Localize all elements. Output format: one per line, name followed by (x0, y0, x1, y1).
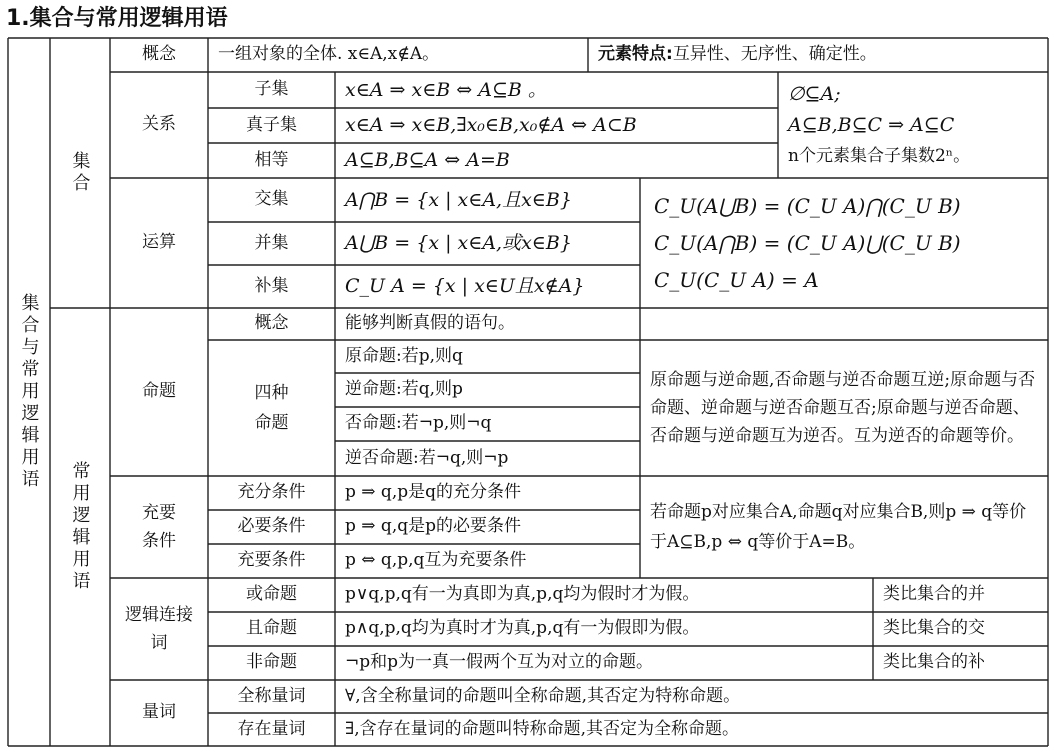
condition-note: 若命题p对应集合A,命题q对应集合B,则p ⇒ q等价于A⊆B,p ⇔ q等价于A=B。 (650, 502, 1027, 552)
relation-row-label: 相等 (254, 149, 289, 170)
operation-row-formula: C_U A = {x | x∈U且x∉A} (345, 275, 585, 298)
relation-row-formula: x∈A ⇒ x∈B,∃x₀∈B,x₀∉A ⇔ A⊂B (345, 114, 637, 137)
connective-row-note: 类比集合的补 (883, 652, 985, 673)
condition-label-text: 充要条件 (142, 503, 176, 551)
relation-notes (778, 72, 1048, 178)
concept-label: 概念 (142, 44, 176, 65)
four-propositions-text: 四种命题 (254, 383, 289, 433)
connective-row-label: 且命题 (246, 618, 297, 639)
relation-row-formula: x∈A ⇒ x∈B ⇔ A⊆B 。 (345, 78, 547, 101)
connective-row-note: 类比集合的并 (883, 584, 985, 605)
connective-row-label: 或命题 (246, 584, 297, 605)
condition-label (110, 476, 208, 578)
connective-label-text: 逻辑连接词 (125, 605, 193, 653)
set-category-label: 集合 (69, 151, 91, 195)
concept-text: 一组对象的全体. x∈A,x∉A。 (218, 44, 440, 65)
quantifier-row-label: 存在量词 (237, 718, 306, 739)
connective-row-text: ¬p和p为一真一假两个互为对立的命题。 (345, 652, 654, 673)
proposition-form: 逆命题:若q,则p (345, 379, 463, 400)
proposition-concept-text: 能够判断真假的语句。 (345, 313, 515, 334)
operation-row-formula: A⋂B = {x | x∈A,且x∈B} (345, 188, 572, 211)
operation-row-label: 并集 (254, 232, 289, 253)
proposition-form: 否命题:若¬p,则¬q (345, 413, 492, 434)
operation-label: 运算 (142, 232, 176, 253)
relation-note: n个元素集合子集数2ⁿ。 (788, 145, 971, 166)
page-title: 1.集合与常用逻辑用语 (6, 6, 228, 31)
four-propositions-label (208, 340, 335, 476)
element-features (588, 38, 1048, 72)
condition-row-label: 必要条件 (237, 516, 306, 537)
condition-row-text: p ⇒ q,q是p的必要条件 (345, 516, 521, 537)
relation-row-formula: A⊆B,B⊆A ⇔ A=B (345, 149, 510, 172)
operation-note: C_U(A⋂B) = (C_U A)⋃(C_U B) (654, 230, 961, 255)
quantifier-row-label: 全称量词 (237, 685, 306, 706)
condition-row-text: p ⇔ q,p,q互为充要条件 (345, 550, 527, 571)
logic-category-label: 常用逻辑用语 (69, 461, 91, 593)
relation-label: 关系 (142, 114, 176, 135)
condition-row-label: 充要条件 (237, 550, 306, 571)
proposition-form: 逆否命题:若¬q,则¬p (345, 447, 509, 468)
relation-row-label: 子集 (254, 79, 289, 100)
proposition-note: 原命题与逆命题,否命题与逆否命题互逆;原命题与否命题、逆命题与逆否命题互否;原命题与逆否命题、否命题与逆命题互为逆否。互为逆否的命题等价。 (650, 370, 1036, 446)
connective-label (110, 578, 208, 680)
relation-note: ∅⊆A; (788, 82, 841, 105)
operation-notes (640, 178, 1048, 308)
proposition-label: 命题 (142, 381, 176, 402)
operation-row-label: 补集 (254, 275, 289, 296)
quantifier-row-text: ∀,含全称量词的命题叫全称命题,其否定为特称命题。 (345, 685, 741, 706)
connective-row-text: p∨q,p,q有一为真即为真,p,q均为假时才为假。 (345, 584, 700, 605)
quantifier-row-text: ∃,含存在量词的命题叫特称命题,其否定为全称命题。 (345, 718, 740, 739)
operation-note: C_U(C_U A) = A (654, 267, 819, 292)
condition-row-text: p ⇒ q,p是q的充分条件 (345, 482, 521, 503)
operation-row-label: 交集 (254, 189, 289, 210)
connective-row-text: p∧q,p,q均为真时才为真,p,q有一为假即为假。 (345, 618, 700, 639)
quantifier-label: 量词 (142, 702, 176, 723)
proposition-concept-label: 概念 (254, 313, 289, 334)
features-text: 互异性、无序性、确定性。 (672, 44, 877, 65)
connective-row-note: 类比集合的交 (883, 618, 985, 639)
main-topic-label: 集合与常用逻辑用语 (18, 293, 40, 491)
proposition-form: 原命题:若p,则q (345, 345, 463, 366)
relation-note: A⊆B,B⊆C ⇒ A⊆C (788, 113, 955, 136)
connective-row-label: 非命题 (246, 652, 297, 673)
operation-note: C_U(A⋃B) = (C_U A)⋂(C_U B) (654, 193, 961, 218)
condition-row-label: 充分条件 (237, 482, 306, 503)
features-label: 元素特点: (598, 44, 673, 65)
relation-row-label: 真子集 (246, 114, 297, 135)
operation-row-formula: A⋃B = {x | x∈A,或x∈B} (345, 232, 572, 255)
